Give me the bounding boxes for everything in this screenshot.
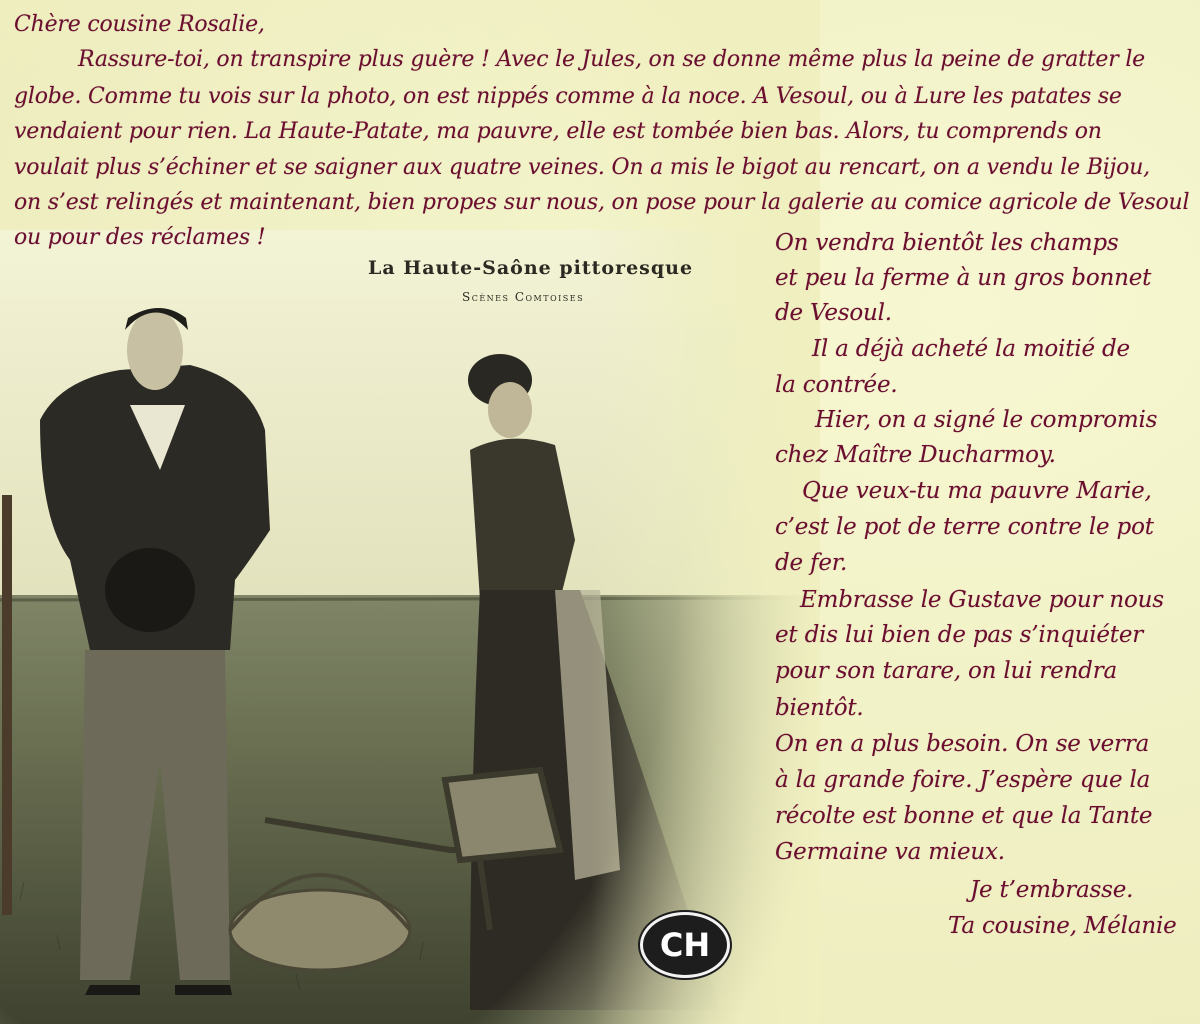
letter-line: on s’est relingés et maintenant, bien propes sur nous, on pose pour la galerie au comice agricole de Vesoul — [14, 190, 1190, 215]
letter-line: Germaine va mieux. — [775, 839, 1005, 865]
letter-line: Rassure-toi, on transpire plus guère ! Avec le Jules, on se donne même plus la peine de gratter le — [78, 47, 1145, 72]
letter-line: la contrée. — [775, 372, 898, 398]
letter-line: de fer. — [775, 550, 848, 576]
greeting: Chère cousine Rosalie, — [14, 12, 265, 37]
letter-closing: Je t’embrasse. — [970, 877, 1134, 903]
ch-logo-badge: CH — [640, 912, 730, 978]
letter-line: de Vesoul. — [775, 300, 892, 326]
letter-line: On en a plus besoin. On se verra — [775, 731, 1150, 757]
letter-line: voulait plus s’échiner et se saigner aux quatre veines. On a mis le bigot au rencart, on a vendu le Bijou, — [14, 155, 1150, 180]
letter-signature: Ta cousine, Mélanie — [948, 913, 1177, 939]
letter-line: Il a déjà acheté la moitié de — [812, 336, 1130, 362]
letter-line: Embrasse le Gustave pour nous — [800, 587, 1164, 613]
letter-line: bientôt. — [775, 695, 864, 721]
postcard-title: La Haute-Saône pittoresque — [368, 257, 694, 279]
letter-line: à la grande foire. J’espère que la — [775, 767, 1151, 793]
letter-line: chez Maître Ducharmoy. — [775, 442, 1056, 468]
letter-line: globe. Comme tu vois sur la photo, on est nippés comme à la noce. A Vesoul, ou à Lure les patates se — [14, 84, 1122, 109]
letter-line: vendaient pour rien. La Haute-Patate, ma pauvre, elle est tombée bien bas. Alors, tu comprends on — [14, 119, 1102, 144]
letter-line: récolte est bonne et que la Tante — [775, 803, 1153, 829]
letter-line: c’est le pot de terre contre le pot — [775, 514, 1154, 540]
letter-line: pour son tarare, on lui rendra — [775, 658, 1118, 684]
letter-line: On vendra bientôt les champs — [775, 230, 1119, 256]
letter-line: et dis lui bien de pas s’inquiéter — [775, 622, 1144, 648]
letter-line: Que veux-tu ma pauvre Marie, — [802, 478, 1152, 504]
postcard-subtitle: Scènes Comtoises — [462, 290, 585, 304]
letter-line: Hier, on a signé le compromis — [815, 407, 1158, 433]
letter-line: et peu la ferme à un gros bonnet — [775, 265, 1152, 291]
letter-line: ou pour des réclames ! — [14, 225, 266, 250]
